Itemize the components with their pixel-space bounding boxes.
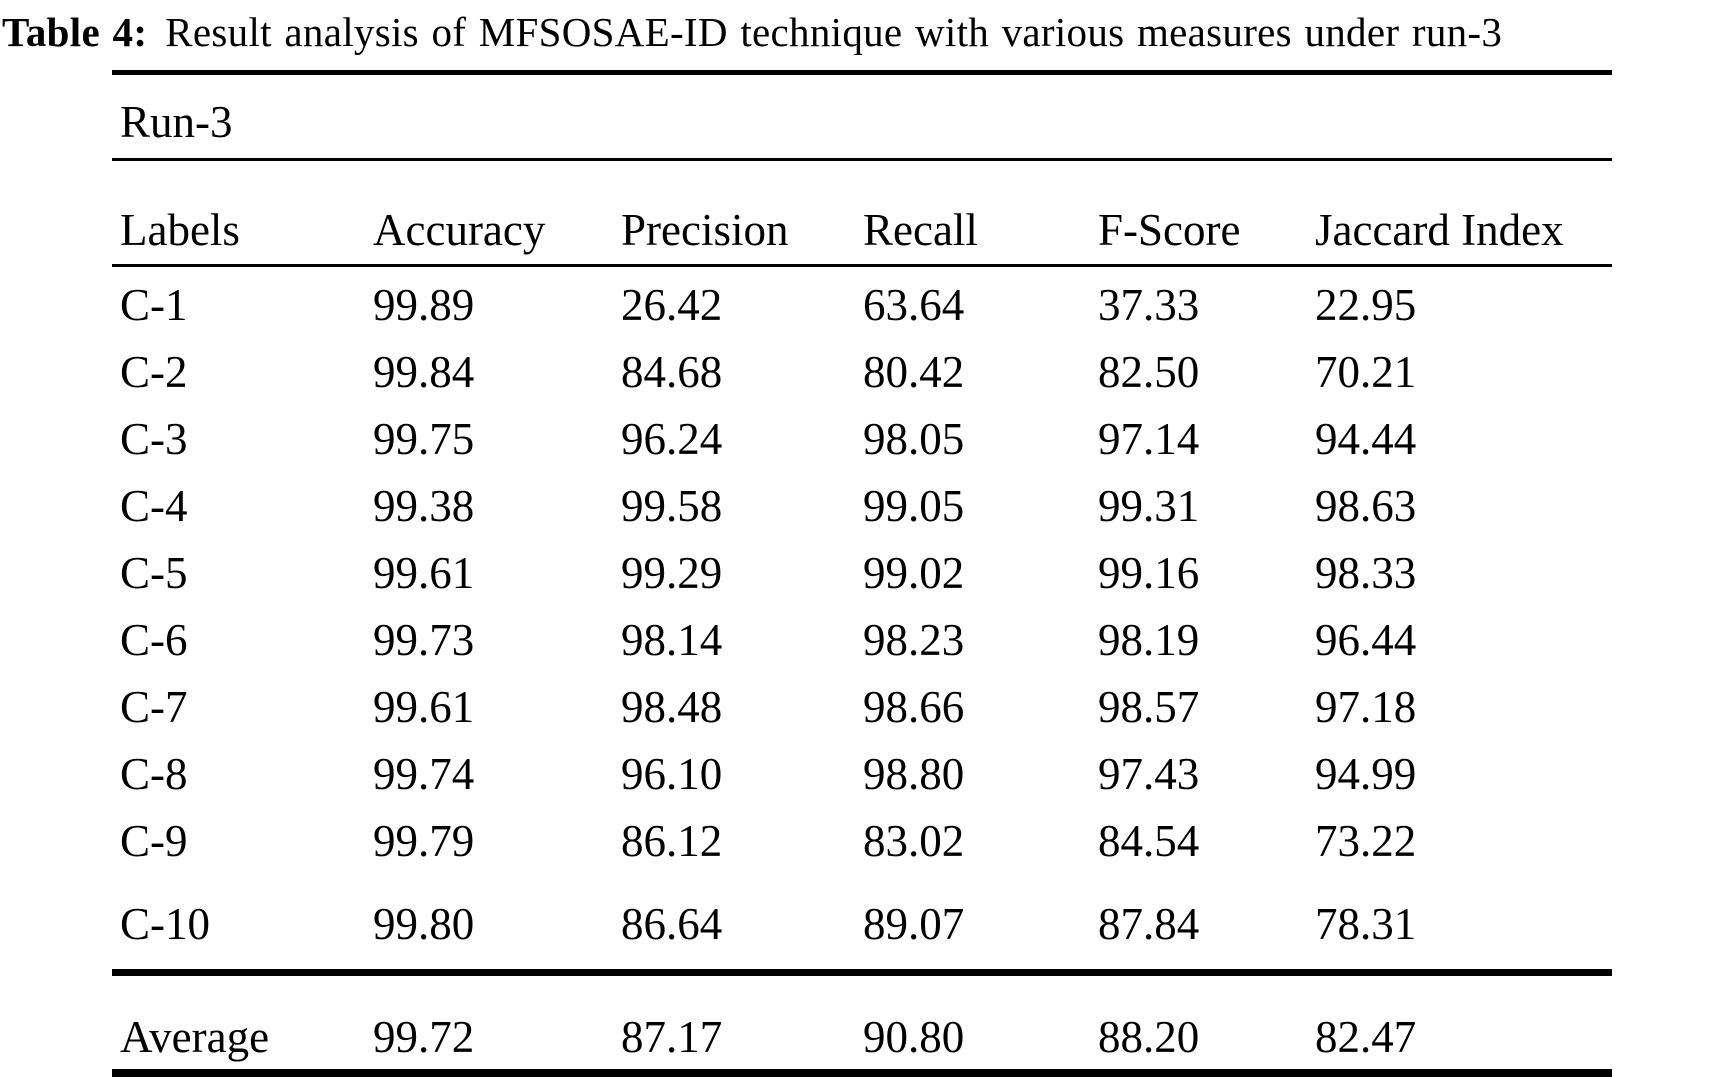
column-header-recall: Recall [855, 160, 1090, 266]
cell-recall: 89.07 [855, 870, 1090, 973]
cell-accuracy: 99.75 [373, 414, 475, 464]
cell-recall: 98.05 [863, 414, 965, 464]
cell-label: C-2 [120, 347, 188, 397]
table-row [112, 535, 1612, 602]
column-header-f-score: F-Score [1090, 160, 1307, 266]
cell-label: C-1 [120, 280, 188, 330]
cell-precision: 26.42 [621, 280, 723, 330]
cell-recall: 63.64 [863, 280, 965, 330]
cell-recall: 80.42 [863, 347, 965, 397]
cell-jaccard-index: 94.44 [1315, 414, 1417, 464]
column-header-precision: Precision [613, 160, 855, 266]
cell-label: C-4 [120, 481, 188, 531]
cell-accuracy: 99.84 [373, 347, 475, 397]
cell-jaccard-index: 78.31 [1307, 870, 1612, 973]
table-row [112, 266, 1612, 335]
cell-jaccard-index: 94.99 [1315, 749, 1417, 799]
table-group-header-row [112, 73, 1612, 160]
cell-precision: 96.10 [621, 749, 723, 799]
cell-label: C-9 [120, 816, 188, 866]
table-row [112, 736, 1612, 803]
cell-label: C-5 [120, 548, 188, 598]
cell-accuracy: 99.73 [373, 615, 475, 665]
cell-accuracy: 99.80 [365, 870, 613, 973]
cell-recall: 98.23 [863, 615, 965, 665]
cell-accuracy: 99.79 [373, 816, 475, 866]
cell-recall: 90.80 [855, 973, 1090, 1074]
cell-recall: 99.05 [863, 481, 965, 531]
cell-label: C-10 [112, 870, 365, 973]
cell-jaccard-index: 82.47 [1307, 973, 1612, 1074]
cell-recall: 83.02 [863, 816, 965, 866]
cell-accuracy: 99.72 [365, 973, 613, 1074]
cell-precision: 96.24 [621, 414, 723, 464]
cell-jaccard-index: 22.95 [1315, 280, 1417, 330]
cell-f-score: 84.54 [1098, 816, 1200, 866]
cell-recall: 99.02 [863, 548, 965, 598]
cell-precision: 84.68 [621, 347, 723, 397]
table-row [112, 468, 1612, 535]
column-header-labels: Labels [112, 160, 365, 266]
cell-label: C-6 [120, 615, 188, 665]
cell-precision: 98.14 [621, 615, 723, 665]
table-row [112, 602, 1612, 669]
caption-text: Result analysis of MFSOSAE-ID technique with various measures under run-3 [165, 9, 1503, 55]
cell-f-score: 97.43 [1098, 749, 1200, 799]
cell-jaccard-index: 98.33 [1315, 548, 1417, 598]
cell-f-score: 88.20 [1090, 973, 1307, 1074]
table-row [112, 803, 1612, 870]
cell-f-score: 87.84 [1090, 870, 1307, 973]
table-caption [2, 8, 1721, 57]
cell-precision: 99.58 [621, 481, 723, 531]
cell-accuracy: 99.61 [373, 682, 475, 732]
cell-f-score: 97.14 [1098, 414, 1200, 464]
cell-jaccard-index: 96.44 [1315, 615, 1417, 665]
cell-jaccard-index: 70.21 [1315, 347, 1417, 397]
cell-jaccard-index: 73.22 [1315, 816, 1417, 866]
cell-f-score: 98.19 [1098, 615, 1200, 665]
cell-accuracy: 99.89 [373, 280, 475, 330]
cell-f-score: 99.31 [1098, 481, 1200, 531]
cell-precision: 86.12 [621, 816, 723, 866]
table-header-row [112, 160, 1612, 266]
cell-precision: 98.48 [621, 682, 723, 732]
table-row [112, 401, 1612, 468]
cell-accuracy: 99.38 [373, 481, 475, 531]
cell-precision: 99.29 [621, 548, 723, 598]
cell-f-score: 82.50 [1098, 347, 1200, 397]
column-header-accuracy: Accuracy [365, 160, 613, 266]
cell-f-score: 98.57 [1098, 682, 1200, 732]
cell-label: C-8 [120, 749, 188, 799]
cell-jaccard-index: 97.18 [1315, 682, 1417, 732]
table-row [112, 334, 1612, 401]
cell-jaccard-index: 98.63 [1315, 481, 1417, 531]
cell-f-score: 99.16 [1098, 548, 1200, 598]
cell-accuracy: 99.74 [373, 749, 475, 799]
column-header-jaccard-index: Jaccard Index [1307, 160, 1612, 266]
cell-recall: 98.66 [863, 682, 965, 732]
table-row [112, 669, 1612, 736]
cell-f-score: 37.33 [1098, 280, 1200, 330]
cell-precision: 87.17 [613, 973, 855, 1074]
cell-accuracy: 99.61 [373, 548, 475, 598]
cell-precision: 86.64 [613, 870, 855, 973]
table-row [112, 870, 1612, 973]
results-table [112, 70, 1612, 1077]
cell-label: Average [112, 973, 365, 1074]
table-average-row [112, 973, 1612, 1074]
group-header: Run-3 [112, 73, 1612, 160]
table-number: Table 4: [2, 9, 148, 55]
cell-recall: 98.80 [863, 749, 965, 799]
cell-label: C-7 [120, 682, 188, 732]
cell-label: C-3 [120, 414, 188, 464]
